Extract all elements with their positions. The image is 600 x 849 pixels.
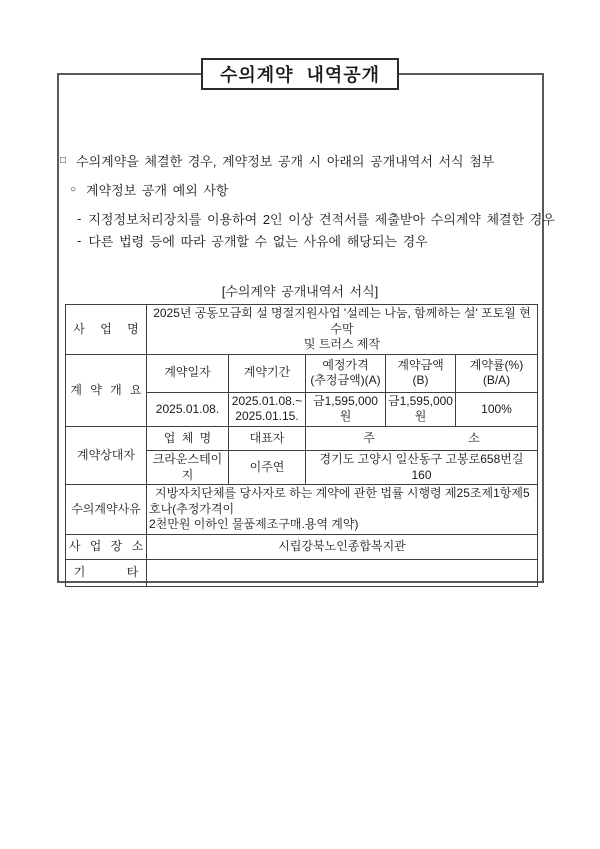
address-value: 경기도 고양시 일산동구 고봉로658번길 160	[306, 450, 538, 484]
note-exception-item-2	[77, 231, 428, 250]
note-exception-header	[70, 180, 228, 199]
dash-bullet-icon: -	[77, 233, 82, 248]
representative-value: 이주연	[229, 450, 306, 484]
etc-label: 기 타	[66, 559, 147, 586]
table-row	[66, 426, 538, 450]
table-row	[66, 354, 538, 392]
contract-date-value: 2025.01.08.	[147, 392, 229, 426]
contract-period-value	[229, 392, 306, 426]
representative-header: 대표자	[229, 426, 306, 450]
reason-label: 수의계약사유	[66, 485, 147, 535]
contract-amount-header	[386, 354, 456, 392]
company-name-value: 크라운스테이지	[147, 450, 229, 484]
estimated-price-value: 금1,595,000원	[306, 392, 386, 426]
estimated-price-header-line-2: (추정금액)(A)	[310, 373, 381, 388]
reason-line-2: 2천만원 이하인 물품제조구매.용역 계약)	[149, 517, 359, 532]
contractor-label: 계약상대자	[66, 426, 147, 484]
contract-period-header: 계약기간	[229, 354, 306, 392]
estimated-price-header	[306, 354, 386, 392]
business-name-label: 사 업 명	[66, 305, 147, 355]
note-attachment	[60, 151, 494, 170]
note-attachment-text: 수의계약을 체결한 경우, 계약정보 공개 시 아래의 공개내역서 서식 첨부	[76, 154, 495, 169]
contract-period-line-1: 2025.01.08.~	[231, 393, 303, 408]
business-name-line-2: 및 트러스 제작	[303, 337, 381, 352]
table-row	[66, 559, 538, 586]
contract-rate-header-line-1: 계약률(%)	[469, 357, 524, 372]
reason-line-1: 지방자치단체를 당사자로 하는 계약에 관한 법률 시행령 제25조제1항제5호나(추정가격이	[149, 486, 530, 516]
note-exception-item-1	[77, 209, 555, 228]
company-name-header: 업 체 명	[147, 426, 229, 450]
contract-disclosure-table	[65, 304, 538, 587]
note-exception-header-text: 계약정보 공개 예외 사항	[86, 183, 229, 198]
table-row	[66, 485, 538, 535]
contract-amount-header-line-2: (B)	[412, 373, 429, 388]
business-name-line-1: 2025년 공동모금회 설 명절지원사업 '설레는 나눔, 함께하는 설' 포토월 현수막	[153, 306, 531, 336]
business-name-value	[147, 305, 538, 355]
square-bullet-icon: □	[60, 155, 67, 166]
contract-date-header: 계약일자	[147, 354, 229, 392]
note-exception-item-2-text: 다른 법령 등에 따라 공개할 수 없는 사유에 해당되는 경우	[88, 234, 428, 249]
contract-rate-header	[456, 354, 538, 392]
note-exception-item-1-text: 지정정보처리장치를 이용하여 2인 이상 견적서를 제출받아 수의계약 체결한 경우	[88, 212, 555, 227]
etc-value	[147, 559, 538, 586]
form-caption: [수의계약 공개내역서 서식]	[221, 284, 379, 299]
table-row	[66, 534, 538, 559]
dash-bullet-icon: -	[77, 211, 82, 226]
location-value: 시립강북노인종합복지관	[147, 534, 538, 559]
contract-amount-header-line-1: 계약금액	[397, 357, 444, 372]
overview-label: 계 약 개 요	[66, 354, 147, 426]
estimated-price-header-line-1: 예정가격	[322, 357, 369, 372]
contract-rate-value: 100%	[456, 392, 538, 426]
location-label: 사 업 장 소	[66, 534, 147, 559]
document-title-box	[201, 58, 399, 90]
reason-value	[147, 485, 538, 535]
contract-period-line-2: 2025.01.15.	[235, 409, 299, 424]
circle-bullet-icon: ○	[70, 184, 77, 195]
document-title: 수의계약 내역공개	[219, 65, 381, 85]
table-row	[66, 305, 538, 355]
contract-rate-header-line-2: (B/A)	[482, 373, 511, 388]
contract-amount-value: 금1,595,000원	[386, 392, 456, 426]
address-header: 주 소	[306, 426, 538, 450]
